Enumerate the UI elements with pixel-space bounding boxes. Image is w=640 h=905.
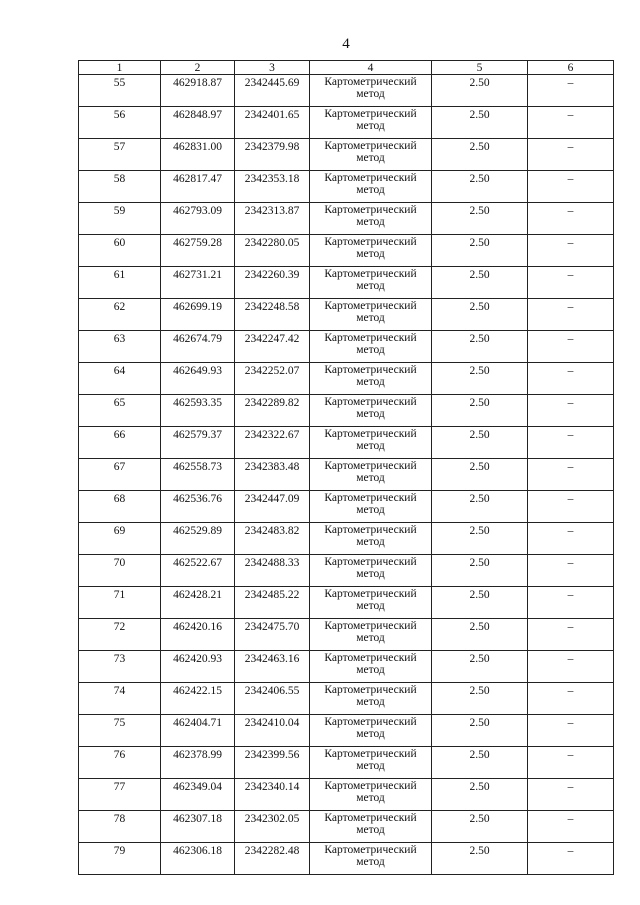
y-coordinate-cell: 2342410.04 — [235, 715, 310, 747]
accuracy-cell: 2.50 — [432, 843, 528, 875]
header-row — [79, 61, 614, 75]
y-coordinate-cell: 2342260.39 — [235, 267, 310, 299]
x-coordinate-cell: 462793.09 — [161, 203, 235, 235]
point-number-cell: 77 — [79, 779, 161, 811]
header-cell-2: 2 — [161, 61, 235, 75]
y-coordinate-cell: 2342248.58 — [235, 299, 310, 331]
note-cell: – — [528, 811, 614, 843]
accuracy-cell: 2.50 — [432, 171, 528, 203]
y-coordinate-cell: 2342252.07 — [235, 363, 310, 395]
table-row — [79, 139, 614, 171]
method-cell: Картометрический метод — [310, 427, 432, 459]
note-cell: – — [528, 843, 614, 875]
y-coordinate-cell: 2342322.67 — [235, 427, 310, 459]
accuracy-cell: 2.50 — [432, 75, 528, 107]
y-coordinate-cell: 2342247.42 — [235, 331, 310, 363]
table-row — [79, 715, 614, 747]
table-row — [79, 171, 614, 203]
method-cell: Картометрический метод — [310, 299, 432, 331]
note-cell: – — [528, 523, 614, 555]
method-cell: Картометрический метод — [310, 75, 432, 107]
y-coordinate-cell: 2342445.69 — [235, 75, 310, 107]
table-row — [79, 75, 614, 107]
table-row — [79, 779, 614, 811]
x-coordinate-cell: 462674.79 — [161, 331, 235, 363]
table-body — [79, 75, 614, 875]
y-coordinate-cell: 2342340.14 — [235, 779, 310, 811]
method-cell: Картометрический метод — [310, 779, 432, 811]
point-number-cell: 70 — [79, 555, 161, 587]
header-cell-4: 4 — [310, 61, 432, 75]
accuracy-cell: 2.50 — [432, 139, 528, 171]
note-cell: – — [528, 619, 614, 651]
x-coordinate-cell: 462536.76 — [161, 491, 235, 523]
table-row — [79, 843, 614, 875]
method-cell: Картометрический метод — [310, 459, 432, 491]
note-cell: – — [528, 107, 614, 139]
x-coordinate-cell: 462349.04 — [161, 779, 235, 811]
method-cell: Картометрический метод — [310, 395, 432, 427]
x-coordinate-cell: 462918.87 — [161, 75, 235, 107]
x-coordinate-cell: 462522.67 — [161, 555, 235, 587]
y-coordinate-cell: 2342488.33 — [235, 555, 310, 587]
point-number-cell: 69 — [79, 523, 161, 555]
x-coordinate-cell: 462529.89 — [161, 523, 235, 555]
x-coordinate-cell: 462307.18 — [161, 811, 235, 843]
point-number-cell: 68 — [79, 491, 161, 523]
table-row — [79, 299, 614, 331]
method-cell: Картометрический метод — [310, 811, 432, 843]
method-cell: Картометрический метод — [310, 139, 432, 171]
method-cell: Картометрический метод — [310, 523, 432, 555]
table-row — [79, 619, 614, 651]
accuracy-cell: 2.50 — [432, 395, 528, 427]
note-cell: – — [528, 555, 614, 587]
x-coordinate-cell: 462817.47 — [161, 171, 235, 203]
method-cell: Картометрический метод — [310, 331, 432, 363]
header-cell-6: 6 — [528, 61, 614, 75]
note-cell: – — [528, 203, 614, 235]
y-coordinate-cell: 2342406.55 — [235, 683, 310, 715]
point-number-cell: 57 — [79, 139, 161, 171]
accuracy-cell: 2.50 — [432, 267, 528, 299]
note-cell: – — [528, 363, 614, 395]
method-cell: Картометрический метод — [310, 651, 432, 683]
page-number: 4 — [342, 36, 350, 52]
note-cell: – — [528, 587, 614, 619]
y-coordinate-cell: 2342383.48 — [235, 459, 310, 491]
method-cell: Картометрический метод — [310, 715, 432, 747]
x-coordinate-cell: 462306.18 — [161, 843, 235, 875]
point-number-cell: 65 — [79, 395, 161, 427]
x-coordinate-cell: 462848.97 — [161, 107, 235, 139]
x-coordinate-cell: 462593.35 — [161, 395, 235, 427]
note-cell: – — [528, 459, 614, 491]
x-coordinate-cell: 462422.15 — [161, 683, 235, 715]
accuracy-cell: 2.50 — [432, 811, 528, 843]
point-number-cell: 64 — [79, 363, 161, 395]
table-row — [79, 491, 614, 523]
x-coordinate-cell: 462420.16 — [161, 619, 235, 651]
table-row — [79, 523, 614, 555]
y-coordinate-cell: 2342401.65 — [235, 107, 310, 139]
accuracy-cell: 2.50 — [432, 523, 528, 555]
x-coordinate-cell: 462420.93 — [161, 651, 235, 683]
point-number-cell: 78 — [79, 811, 161, 843]
point-number-cell: 73 — [79, 651, 161, 683]
point-number-cell: 75 — [79, 715, 161, 747]
point-number-cell: 74 — [79, 683, 161, 715]
x-coordinate-cell: 462558.73 — [161, 459, 235, 491]
point-number-cell: 62 — [79, 299, 161, 331]
point-number-cell: 72 — [79, 619, 161, 651]
point-number-cell: 59 — [79, 203, 161, 235]
y-coordinate-cell: 2342447.09 — [235, 491, 310, 523]
table-row — [79, 107, 614, 139]
note-cell: – — [528, 715, 614, 747]
method-cell: Картометрический метод — [310, 619, 432, 651]
table-row — [79, 811, 614, 843]
method-cell: Картометрический метод — [310, 747, 432, 779]
y-coordinate-cell: 2342353.18 — [235, 171, 310, 203]
table-header — [79, 61, 614, 75]
accuracy-cell: 2.50 — [432, 491, 528, 523]
accuracy-cell: 2.50 — [432, 203, 528, 235]
y-coordinate-cell: 2342280.05 — [235, 235, 310, 267]
note-cell: – — [528, 491, 614, 523]
accuracy-cell: 2.50 — [432, 747, 528, 779]
y-coordinate-cell: 2342289.82 — [235, 395, 310, 427]
table-row — [79, 267, 614, 299]
accuracy-cell: 2.50 — [432, 779, 528, 811]
accuracy-cell: 2.50 — [432, 651, 528, 683]
note-cell: – — [528, 747, 614, 779]
note-cell: – — [528, 779, 614, 811]
y-coordinate-cell: 2342313.87 — [235, 203, 310, 235]
x-coordinate-cell: 462404.71 — [161, 715, 235, 747]
header-cell-3: 3 — [235, 61, 310, 75]
table-row — [79, 363, 614, 395]
accuracy-cell: 2.50 — [432, 555, 528, 587]
note-cell: – — [528, 427, 614, 459]
accuracy-cell: 2.50 — [432, 107, 528, 139]
note-cell: – — [528, 651, 614, 683]
note-cell: – — [528, 331, 614, 363]
y-coordinate-cell: 2342463.16 — [235, 651, 310, 683]
accuracy-cell: 2.50 — [432, 235, 528, 267]
x-coordinate-cell: 462731.21 — [161, 267, 235, 299]
table-row — [79, 459, 614, 491]
y-coordinate-cell: 2342302.05 — [235, 811, 310, 843]
table-row — [79, 747, 614, 779]
method-cell: Картометрический метод — [310, 491, 432, 523]
method-cell: Картометрический метод — [310, 171, 432, 203]
table-row — [79, 235, 614, 267]
table-row — [79, 427, 614, 459]
x-coordinate-cell: 462831.00 — [161, 139, 235, 171]
point-number-cell: 67 — [79, 459, 161, 491]
point-number-cell: 60 — [79, 235, 161, 267]
method-cell: Картометрический метод — [310, 267, 432, 299]
method-cell: Картометрический метод — [310, 555, 432, 587]
y-coordinate-cell: 2342282.48 — [235, 843, 310, 875]
method-cell: Картометрический метод — [310, 107, 432, 139]
accuracy-cell: 2.50 — [432, 427, 528, 459]
note-cell: – — [528, 171, 614, 203]
table-row — [79, 203, 614, 235]
note-cell: – — [528, 395, 614, 427]
note-cell: – — [528, 235, 614, 267]
note-cell: – — [528, 683, 614, 715]
note-cell: – — [528, 139, 614, 171]
accuracy-cell: 2.50 — [432, 299, 528, 331]
x-coordinate-cell: 462649.93 — [161, 363, 235, 395]
note-cell: – — [528, 299, 614, 331]
point-number-cell: 76 — [79, 747, 161, 779]
accuracy-cell: 2.50 — [432, 715, 528, 747]
x-coordinate-cell: 462378.99 — [161, 747, 235, 779]
method-cell: Картометрический метод — [310, 683, 432, 715]
accuracy-cell: 2.50 — [432, 459, 528, 491]
table-row — [79, 555, 614, 587]
point-number-cell: 61 — [79, 267, 161, 299]
point-number-cell: 55 — [79, 75, 161, 107]
y-coordinate-cell: 2342399.56 — [235, 747, 310, 779]
accuracy-cell: 2.50 — [432, 587, 528, 619]
accuracy-cell: 2.50 — [432, 683, 528, 715]
header-cell-1: 1 — [79, 61, 161, 75]
point-number-cell: 58 — [79, 171, 161, 203]
coordinates-table — [78, 60, 614, 875]
accuracy-cell: 2.50 — [432, 619, 528, 651]
table-row — [79, 651, 614, 683]
x-coordinate-cell: 462759.28 — [161, 235, 235, 267]
note-cell: – — [528, 267, 614, 299]
y-coordinate-cell: 2342485.22 — [235, 587, 310, 619]
method-cell: Картометрический метод — [310, 235, 432, 267]
method-cell: Картометрический метод — [310, 587, 432, 619]
method-cell: Картометрический метод — [310, 203, 432, 235]
point-number-cell: 79 — [79, 843, 161, 875]
accuracy-cell: 2.50 — [432, 363, 528, 395]
table-row — [79, 331, 614, 363]
accuracy-cell: 2.50 — [432, 331, 528, 363]
note-cell: – — [528, 75, 614, 107]
x-coordinate-cell: 462428.21 — [161, 587, 235, 619]
y-coordinate-cell: 2342379.98 — [235, 139, 310, 171]
x-coordinate-cell: 462699.19 — [161, 299, 235, 331]
y-coordinate-cell: 2342475.70 — [235, 619, 310, 651]
method-cell: Картометрический метод — [310, 363, 432, 395]
x-coordinate-cell: 462579.37 — [161, 427, 235, 459]
y-coordinate-cell: 2342483.82 — [235, 523, 310, 555]
table-row — [79, 395, 614, 427]
header-cell-5: 5 — [432, 61, 528, 75]
table-row — [79, 587, 614, 619]
point-number-cell: 56 — [79, 107, 161, 139]
point-number-cell: 71 — [79, 587, 161, 619]
method-cell: Картометрический метод — [310, 843, 432, 875]
table-row — [79, 683, 614, 715]
point-number-cell: 66 — [79, 427, 161, 459]
point-number-cell: 63 — [79, 331, 161, 363]
